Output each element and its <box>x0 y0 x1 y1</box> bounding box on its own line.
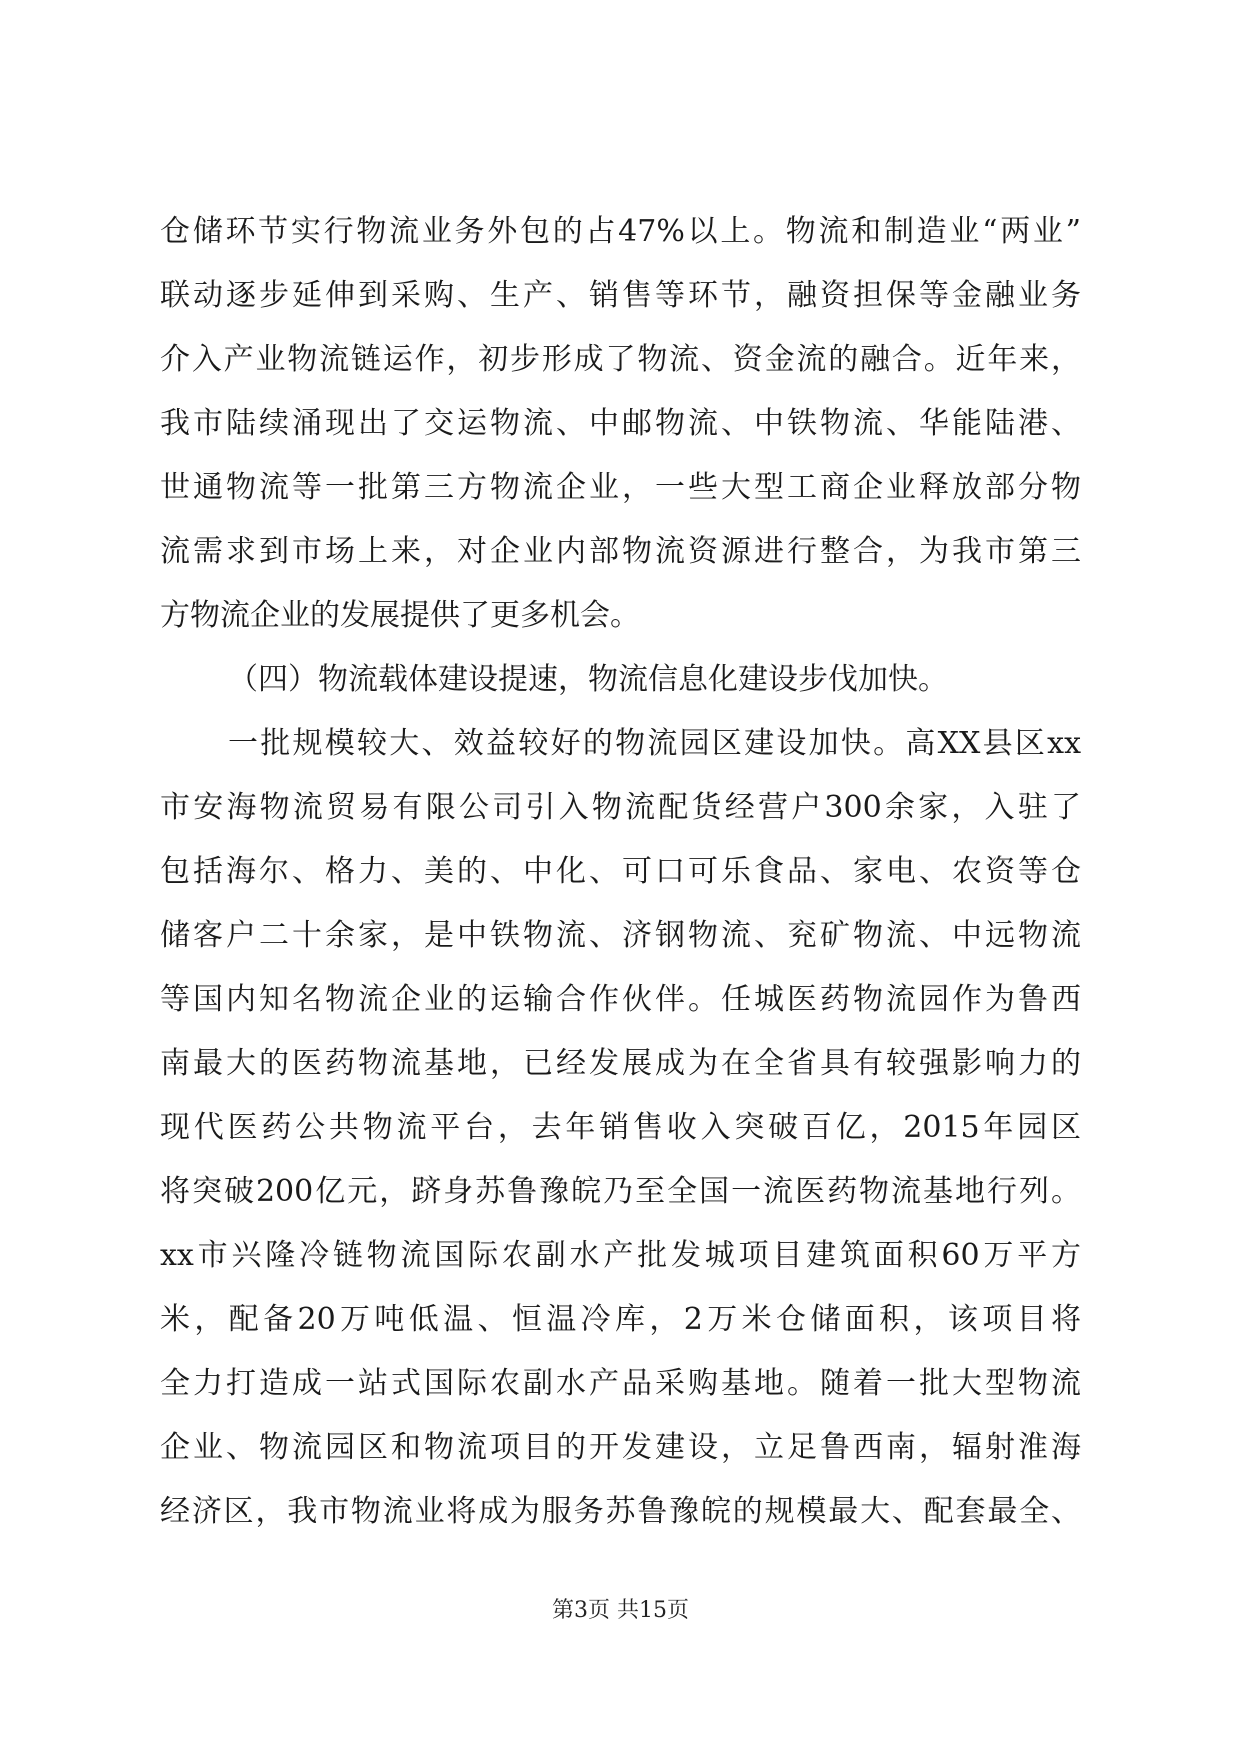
paragraph-line: 南最大的医药物流基地，已经发展成为在全省具有较强影响力的 <box>160 1046 1081 1081</box>
paragraph-line: 一批规模较大、效益较好的物流园区建设加快。高XX县区xx <box>228 726 1081 761</box>
paragraph-line: 全力打造成一站式国际农副水产品采购基地。随着一批大型物流 <box>160 1366 1081 1401</box>
body-text <box>160 200 1081 1544</box>
paragraph-line: 仓储环节实行物流业务外包的占47%以上。物流和制造业“两业” <box>160 214 1081 249</box>
paragraph-line: 储客户二十余家，是中铁物流、济钢物流、兖矿物流、中远物流 <box>160 918 1081 953</box>
paragraph-line: 经济区，我市物流业将成为服务苏鲁豫皖的规模最大、配套最全、 <box>160 1494 1081 1529</box>
paragraph-line: 市安海物流贸易有限公司引入物流配货经营户300余家，入驻了 <box>160 790 1081 825</box>
paragraph-line: 包括海尔、格力、美的、中化、可口可乐食品、家电、农资等仓 <box>160 854 1081 889</box>
section-heading: （四）物流载体建设提速，物流信息化建设步伐加快。 <box>228 662 948 697</box>
paragraph-line: 将突破200亿元，跻身苏鲁豫皖乃至全国一流医药物流基地行列。 <box>160 1174 1081 1209</box>
paragraph-line: 等国内知名物流企业的运输合作伙伴。任城医药物流园作为鲁西 <box>160 982 1081 1017</box>
paragraph-line: 方物流企业的发展提供了更多机会。 <box>160 598 640 633</box>
paragraph-line: 流需求到市场上来，对企业内部物流资源进行整合，为我市第三 <box>160 534 1081 569</box>
paragraph-line: 企业、物流园区和物流项目的开发建设，立足鲁西南，辐射淮海 <box>160 1430 1081 1465</box>
paragraph-line: 联动逐步延伸到采购、生产、销售等环节，融资担保等金融业务 <box>160 278 1081 313</box>
page-number-footer: 第3页 共15页 <box>552 1598 689 1623</box>
paragraph-line: 世通物流等一批第三方物流企业，一些大型工商企业释放部分物 <box>160 470 1081 505</box>
paragraph-line: xx市兴隆冷链物流国际农副水产批发城项目建筑面积60万平方 <box>160 1238 1081 1273</box>
paragraph-line: 我市陆续涌现出了交运物流、中邮物流、中铁物流、华能陆港、 <box>160 406 1081 441</box>
paragraph-line: 现代医药公共物流平台，去年销售收入突破百亿，2015年园区 <box>160 1110 1081 1145</box>
paragraph-line: 米，配备20万吨低温、恒温冷库，2万米仓储面积，该项目将 <box>160 1302 1081 1337</box>
paragraph-line: 介入产业物流链运作，初步形成了物流、资金流的融合。近年来， <box>160 342 1081 377</box>
